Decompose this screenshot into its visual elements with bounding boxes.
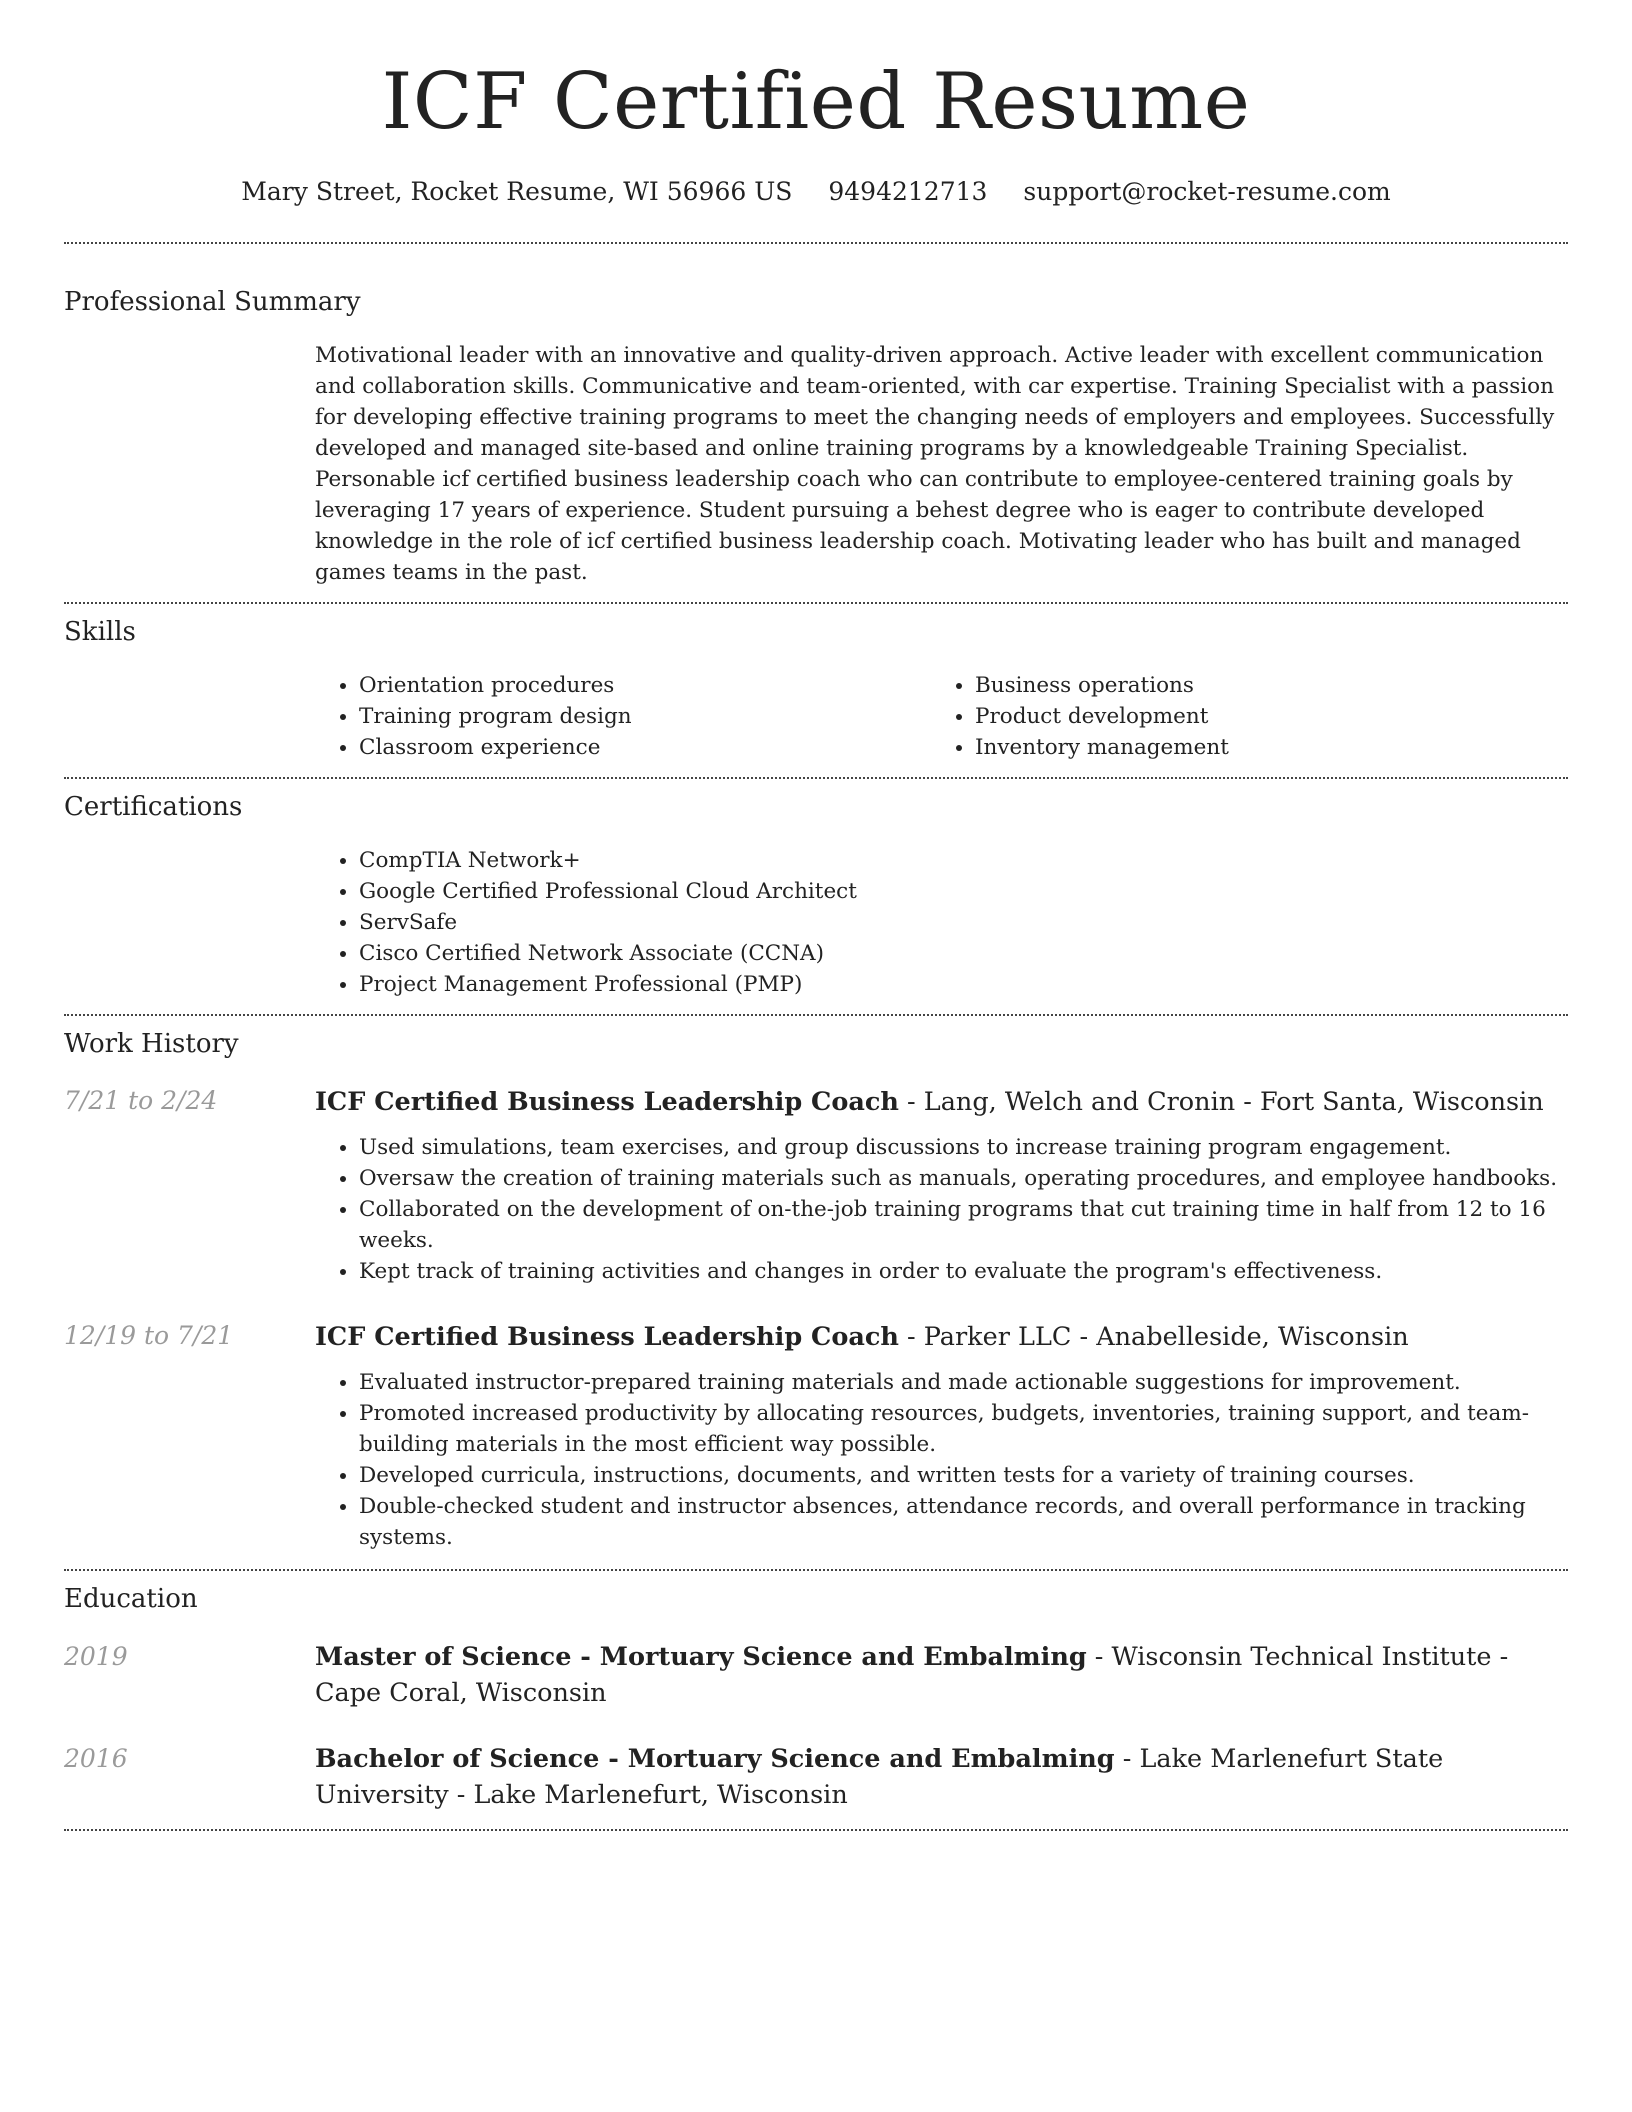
skills-right-column [931,670,1547,763]
work-history-heading: Work History [64,1029,239,1059]
skill-item: • Inventory management [975,732,1547,763]
job-bullet: • Oversaw the creation of training materials such as manuals, operating procedures, and employee handbooks. [359,1163,1568,1194]
divider [64,1829,1568,1831]
job-dates: 12/19 to 7/21 [64,1321,234,1350]
education-heading: Education [64,1584,198,1614]
education-detail [315,1741,1568,1813]
education-year: 2016 [64,1744,128,1773]
job-bullet: • Developed curricula, instructions, documents, and written tests for a variety of training courses. [359,1460,1568,1491]
education-detail [315,1639,1568,1711]
job-bullet: • Collaborated on the development of on-the-job training programs that cut training time in half from 12 to 16 weeks. [359,1194,1568,1256]
summary-heading: Professional Summary [64,287,361,317]
certification-item: • Project Management Professional (PMP) [359,969,1568,1000]
job-bullet: • Evaluated instructor-prepared training materials and made actionable suggestions for improvement. [359,1367,1568,1398]
contact-address: Mary Street, Rocket Resume, WI 56966 US [241,177,793,206]
education-school-location: - Wisconsin Technical Institute - Cape Coral, Wisconsin [315,1642,1509,1708]
certifications-section [64,779,1568,1000]
job-detail [315,1319,1568,1553]
skills-columns [315,670,1568,763]
education-school-location: - Lake Marlenefurt State University - Lake Marlenefurt, Wisconsin [315,1744,1444,1810]
certification-item: • CompTIA Network+ [359,845,1568,876]
skills-left-column [315,670,931,763]
education-entry [64,1639,1568,1711]
job-bullet: • Promoted increased productivity by allocating resources, budgets, inventories, training support, and team-building materials in the most efficient way possible. [359,1398,1568,1460]
certifications-heading: Certifications [64,792,243,822]
job-bullets [315,1367,1568,1553]
certifications-list [315,845,1568,1000]
job-bullet: • Kept track of training activities and changes in order to evaluate the program's effectiveness. [359,1256,1568,1287]
job-heading [315,1084,1568,1120]
skill-item: • Business operations [975,670,1547,701]
skill-item: • Classroom experience [359,732,931,763]
contact-phone: 9494212713 [828,177,988,206]
education-degree: Bachelor of Science - Mortuary Science and Embalming [315,1744,1115,1774]
job-role: ICF Certified Business Leadership Coach [315,1322,899,1352]
job-bullets [315,1132,1568,1287]
job-bullet: • Double-checked student and instructor absences, attendance records, and overall performance in tracking systems. [359,1491,1568,1553]
job-entry [64,1319,1568,1553]
job-employer-location: - Parker LLC - Anabelleside, Wisconsin [898,1322,1409,1352]
skill-item: • Product development [975,701,1547,732]
job-role: ICF Certified Business Leadership Coach [315,1087,899,1117]
education-entry [64,1741,1568,1813]
job-dates: 7/21 to 2/24 [64,1086,218,1115]
education-year: 2019 [64,1642,128,1671]
job-entry [64,1084,1568,1287]
summary-section [64,244,1568,588]
skill-item: • Training program design [359,701,931,732]
resume-title: ICF Certified Resume [381,57,1251,147]
summary-text: Motivational leader with an innovative and quality-driven approach. Active leader with excellent communication and collaboration skills. Communicative and team-oriented, with car expertise. Training Specialist with a passion for developing effective training programs to meet the changing needs of employers and employees. Successfully developed and managed site-based and online training programs by a knowledgeable Training Specialist. Personable icf certified business leadership coach who can contribute to employee-centered training goals by leveraging 17 years of experience. Student pursuing a behest degree who is eager to contribute developed knowledge in the role of icf certified business leadership coach. Motivating leader who has built and managed games teams in the past. [315,343,1555,585]
certification-item: • Cisco Certified Network Associate (CCNA) [359,938,1568,969]
contact-line [64,176,1568,208]
skills-heading: Skills [64,617,136,647]
job-heading [315,1319,1568,1355]
work-history-section [64,1016,1568,1553]
job-detail [315,1084,1568,1287]
job-bullet: • Used simulations, team exercises, and group discussions to increase training program engagement. [359,1132,1568,1163]
certification-item: • ServSafe [359,907,1568,938]
contact-email: support@rocket-resume.com [1023,177,1391,206]
skill-item: • Orientation procedures [359,670,931,701]
education-section [64,1571,1568,1813]
skills-section [64,604,1568,763]
job-employer-location: - Lang, Welch and Cronin - Fort Santa, Wisconsin [898,1087,1544,1117]
education-degree: Master of Science - Mortuary Science and Embalming [315,1642,1087,1672]
certification-item: • Google Certified Professional Cloud Architect [359,876,1568,907]
